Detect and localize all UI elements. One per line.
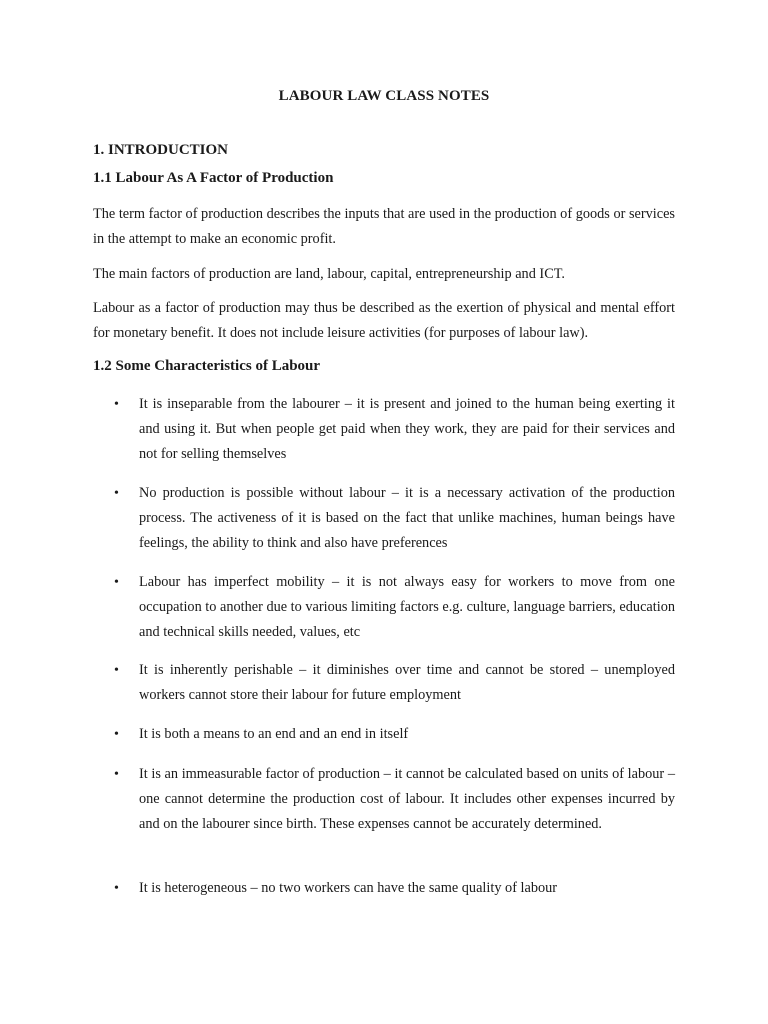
list-item: [114, 570, 675, 645]
list-item: [114, 762, 675, 837]
list-item: [114, 481, 675, 556]
list-item-text: It is an immeasurable factor of production – it cannot be calculated based on units of labour – one cannot determine the production cost of labour. It includes other expenses incurred by and on the labourer since birth. These expenses cannot be accurately determined.: [139, 766, 675, 832]
bullet-icon: •: [114, 767, 119, 782]
document-title: LABOUR LAW CLASS NOTES: [278, 88, 490, 104]
list-item: [114, 392, 675, 467]
list-item-text: It is heterogeneous – no two workers can have the same quality of labour: [139, 880, 558, 896]
bullet-icon: •: [114, 881, 119, 896]
section-heading-introduction: 1. INTRODUCTION: [93, 142, 229, 158]
list-item-text: It is inseparable from the labourer – it is present and joined to the human being exerting it and using it. But when people get paid when they work, they are paid for their services and not for selling themselves: [139, 396, 675, 462]
bullet-icon: •: [114, 663, 119, 678]
paragraph-main-factors: The main factors of production are land, labour, capital, entrepreneurship and ICT.: [93, 266, 565, 282]
paragraph-labour-definition: Labour as a factor of production may thus be described as the exertion of physical and mental effort for monetary benefit. It does not include leisure activities (for purposes of labour law).: [93, 300, 675, 341]
list-item: [114, 722, 675, 747]
bullet-icon: •: [114, 727, 119, 742]
list-item-text: It is both a means to an end and an end in itself: [139, 726, 409, 742]
bullet-icon: •: [114, 397, 119, 412]
list-item-text: Labour has imperfect mobility – it is not always easy for workers to move from one occupation to another due to various limiting factors e.g. culture, language barriers, education and technical skills needed, values, etc: [139, 574, 675, 640]
list-item-text: No production is possible without labour – it is a necessary activation of the production process. The activeness of it is based on the fact that unlike machines, human beings have feelings, the ability to think and also have preferences: [139, 485, 675, 551]
list-item: [114, 876, 675, 901]
paragraph-factor-definition: The term factor of production describes the inputs that are used in the production of goods or services in the attempt to make an economic profit.: [93, 206, 675, 247]
bullet-icon: •: [114, 575, 119, 590]
bullet-icon: •: [114, 486, 119, 501]
list-item: [114, 658, 675, 708]
subsection-heading-labour-factor: 1.1 Labour As A Factor of Production: [93, 170, 334, 186]
list-item-text: It is inherently perishable – it diminishes over time and cannot be stored – unemployed workers cannot store their labour for future employment: [139, 662, 675, 703]
subsection-heading-characteristics: 1.2 Some Characteristics of Labour: [93, 358, 321, 374]
